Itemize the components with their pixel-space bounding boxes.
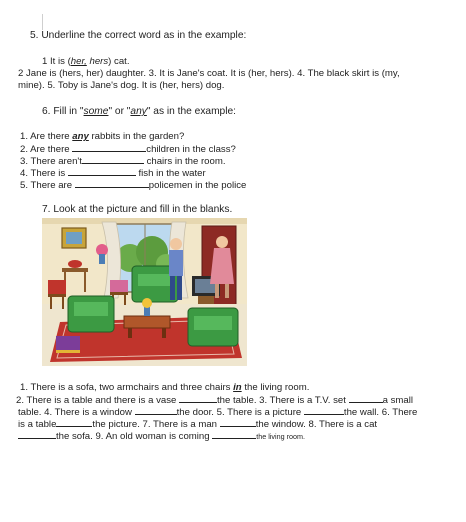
word-any: any <box>130 106 147 117</box>
blank[interactable] <box>304 406 344 415</box>
exercise-6-title: 6. Fill in "some" or "any" as in the example: <box>42 106 236 117</box>
exercise-7-line-2: 2. There is a table and there is a vase the table. 3. There is a T.V. set a small <box>16 395 413 406</box>
exercise-5-example: 1 It is (her, hers) cat. <box>42 56 130 67</box>
blank[interactable] <box>82 155 144 164</box>
blank[interactable] <box>135 406 177 415</box>
margin-mark <box>42 14 43 30</box>
exercise-6-item-2: 2. Are there children in the class? <box>20 144 236 155</box>
blank[interactable] <box>56 418 92 427</box>
exercise-6-item-4: 4. There is fish in the water <box>20 168 206 179</box>
exercise-6-item-3: 3. There aren't chairs in the room. <box>20 156 226 167</box>
exercise-5-line-2: mine). 5. Toby is Jane's dog. It is (her, hers) dog. <box>18 80 225 91</box>
blank[interactable] <box>220 418 256 427</box>
example-underlined-word: her, <box>70 56 87 67</box>
blank[interactable] <box>349 394 383 403</box>
blank[interactable] <box>75 179 149 188</box>
example-answer-any: any <box>72 131 89 142</box>
blank[interactable] <box>72 143 146 152</box>
exercise-7-title: 7. Look at the picture and fill in the blanks. <box>42 204 233 215</box>
blank[interactable] <box>179 394 217 403</box>
example-answer-in: in <box>233 382 242 393</box>
living-room-picture <box>42 218 247 366</box>
blank[interactable] <box>68 167 136 176</box>
blank[interactable] <box>212 430 256 439</box>
exercise-7-sentence-1: 1. There is a sofa, two armchairs and three chairs in the living room. <box>20 382 310 393</box>
exercise-7-line-4: is a table the picture. 7. There is a man the window. 8. There is a cat <box>18 419 378 430</box>
exercise-5-title: 5. Underline the correct word as in the example: <box>30 30 247 41</box>
exercise-7-line-3: table. 4. There is a window the door. 5. There is a picture the wall. 6. There <box>18 407 418 418</box>
exercise-5-line-1: 2 Jane is (hers, her) daughter. 3. It is Jane's coat. It is (her, hers). 4. The black skirt is (my, <box>18 68 400 79</box>
exercise-7-line-5: the sofa. 9. An old woman is coming the living room. <box>18 430 305 443</box>
word-some: some <box>83 106 109 117</box>
exercise-6-item-1: 1. Are there any rabbits in the garden? <box>20 131 185 142</box>
blank[interactable] <box>18 430 56 439</box>
exercise-6-item-5: 5. There are policemen in the police <box>20 180 247 191</box>
